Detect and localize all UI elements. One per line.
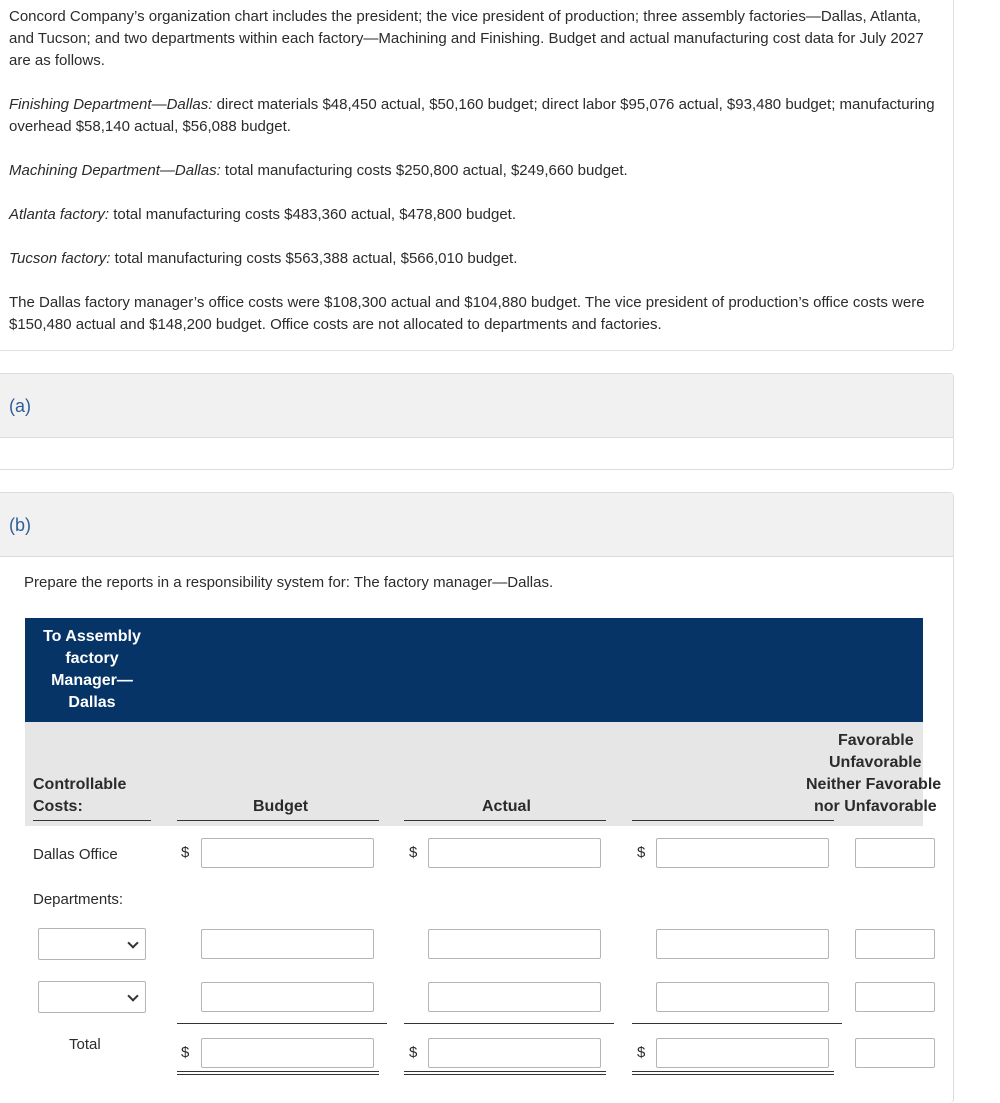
problem-statement bbox=[0, 0, 954, 351]
department-2-actual-input[interactable] bbox=[428, 982, 601, 1012]
chevron-down-icon bbox=[127, 937, 138, 948]
finishing-text: direct materials $48,450 actual, $50,160 budget; direct labor $95,076 actual, $93,480 budget; manufacturing overhead $58,140 actual, $56,088 budget. bbox=[9, 96, 935, 135]
machining-paragraph bbox=[9, 160, 939, 182]
actual-underline bbox=[404, 820, 606, 821]
total-budget-input[interactable] bbox=[201, 1038, 374, 1068]
finishing-label: Finishing Department—Dallas: bbox=[9, 96, 213, 113]
report-title-header bbox=[25, 618, 923, 722]
report-title-line-1: To Assembly bbox=[43, 628, 141, 645]
total-difference-input[interactable] bbox=[656, 1038, 829, 1068]
finishing-paragraph bbox=[9, 94, 939, 138]
controllable-costs-header bbox=[33, 774, 126, 818]
actual-header: Actual bbox=[482, 798, 531, 815]
department-2-fav-input[interactable] bbox=[855, 982, 935, 1012]
controllable-line-1: Controllable bbox=[33, 776, 127, 793]
department-1-actual-input[interactable] bbox=[428, 929, 601, 959]
dallas-office-label: Dallas Office bbox=[33, 846, 118, 863]
favorable-header bbox=[800, 730, 1000, 818]
department-2-select[interactable] bbox=[38, 981, 146, 1013]
report-title-line-2: factory bbox=[65, 650, 119, 667]
dollar-sign: $ bbox=[637, 844, 646, 861]
fav-line-1: Favorable bbox=[838, 732, 914, 749]
office-paragraph: The Dallas factory manager’s office costs were $108,300 actual and $104,880 budget. The vice president of production’s office costs were $150,480 actual and $148,200 budget. Office costs are not allocated to departments and factories. bbox=[9, 294, 925, 333]
atlanta-paragraph bbox=[9, 204, 939, 226]
difference-double-underline bbox=[632, 1071, 834, 1075]
dollar-sign: $ bbox=[409, 1044, 418, 1061]
controllable-line-2: Costs: bbox=[33, 798, 83, 815]
part-a-label: (a) bbox=[9, 396, 31, 416]
machining-text: total manufacturing costs $250,800 actual, $249,660 budget. bbox=[220, 162, 628, 179]
budget-underline bbox=[177, 820, 379, 821]
department-1-budget-input[interactable] bbox=[201, 929, 374, 959]
fav-line-2: Unfavorable bbox=[829, 754, 922, 771]
department-2-budget-input[interactable] bbox=[201, 982, 374, 1012]
dollar-sign: $ bbox=[181, 1044, 190, 1061]
part-b-header[interactable] bbox=[0, 493, 953, 557]
atlanta-label: Atlanta factory: bbox=[9, 206, 110, 223]
actual-double-underline bbox=[404, 1071, 606, 1075]
atlanta-text: total manufacturing costs $483,360 actual, $478,800 budget. bbox=[109, 206, 517, 223]
dollar-sign: $ bbox=[181, 844, 190, 861]
part-a-section bbox=[0, 373, 954, 470]
department-1-select[interactable] bbox=[38, 928, 146, 960]
difference-underline bbox=[632, 820, 834, 821]
dollar-sign: $ bbox=[637, 1044, 646, 1061]
chevron-down-icon bbox=[127, 990, 138, 1001]
difference-sum-line bbox=[632, 1023, 842, 1024]
dallas-office-difference-input[interactable] bbox=[656, 838, 829, 868]
total-label: Total bbox=[69, 1036, 101, 1053]
fav-line-4: nor Unfavorable bbox=[814, 798, 937, 815]
department-1-fav-input[interactable] bbox=[855, 929, 935, 959]
instruction-text: Prepare the reports in a responsibility system for: The factory manager—Dallas. bbox=[24, 574, 554, 591]
column-header-row bbox=[25, 722, 942, 826]
tucson-label: Tucson factory: bbox=[9, 250, 111, 267]
actual-sum-line bbox=[404, 1023, 614, 1024]
budget-double-underline bbox=[177, 1071, 379, 1075]
report-title bbox=[37, 626, 147, 714]
controllable-underline bbox=[33, 820, 151, 821]
dallas-office-budget-input[interactable] bbox=[201, 838, 374, 868]
report-title-line-3: Manager— bbox=[51, 672, 133, 689]
total-actual-input[interactable] bbox=[428, 1038, 601, 1068]
departments-label: Departments: bbox=[33, 891, 124, 908]
part-a-header[interactable] bbox=[0, 374, 953, 438]
machining-label: Machining Department—Dallas: bbox=[9, 162, 221, 179]
budget-header: Budget bbox=[253, 798, 309, 815]
budget-sum-line bbox=[177, 1023, 387, 1024]
department-1-difference-input[interactable] bbox=[656, 929, 829, 959]
dollar-sign: $ bbox=[409, 844, 418, 861]
responsibility-report bbox=[25, 618, 942, 1088]
tucson-paragraph bbox=[9, 248, 939, 270]
fav-line-3: Neither Favorable bbox=[806, 776, 942, 793]
department-2-difference-input[interactable] bbox=[656, 982, 829, 1012]
report-title-line-4: Dallas bbox=[68, 694, 116, 711]
part-b-label: (b) bbox=[9, 515, 31, 535]
dallas-office-actual-input[interactable] bbox=[428, 838, 601, 868]
intro-paragraph: Concord Company’s organization chart includes the president; the vice president of production; three assembly factories—Dallas, Atlanta, and Tucson; and two departments within each factory—Machining and Finishing. Budget and actual manufacturing cost data for July 2027 are as follows. bbox=[9, 8, 924, 69]
total-fav-input[interactable] bbox=[855, 1038, 935, 1068]
tucson-text: total manufacturing costs $563,388 actual, $566,010 budget. bbox=[110, 250, 518, 267]
dallas-office-fav-input[interactable] bbox=[855, 838, 935, 868]
